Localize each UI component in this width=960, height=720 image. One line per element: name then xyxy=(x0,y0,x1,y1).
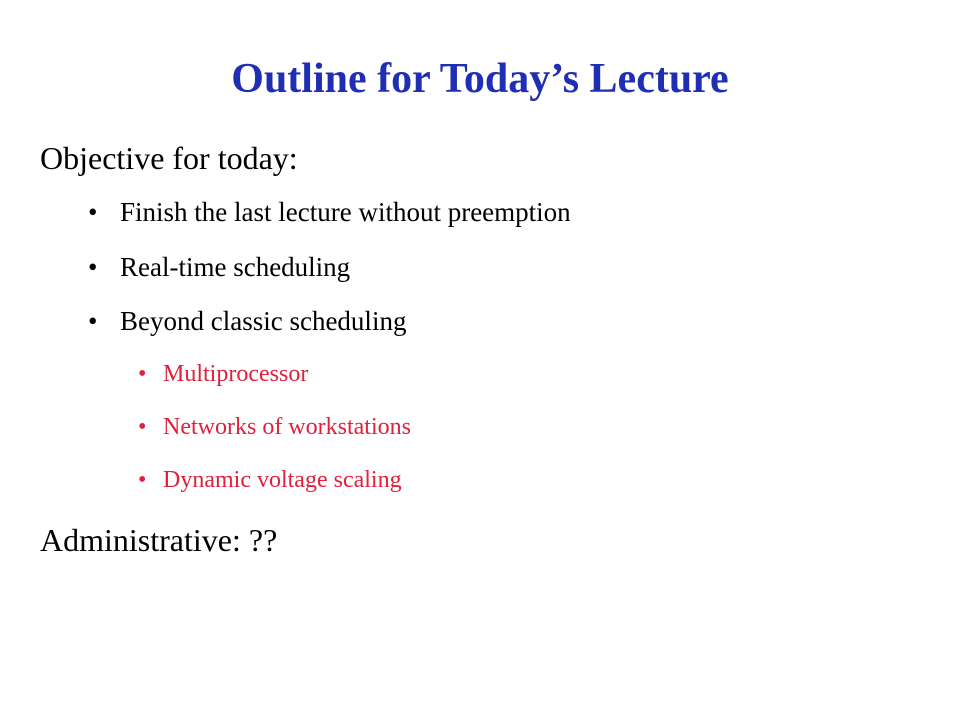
administrative-line: Administrative: ?? xyxy=(40,522,278,558)
bullet-icon: • xyxy=(138,361,147,387)
bullet-icon: • xyxy=(88,252,98,282)
bullet-item xyxy=(88,254,350,281)
sub-bullet-text: Dynamic voltage scaling xyxy=(163,467,402,493)
bullet-text: Finish the last lecture without preemption xyxy=(120,197,571,227)
sub-bullet-item xyxy=(138,362,308,386)
bullet-item xyxy=(88,199,571,226)
bullet-icon: • xyxy=(88,306,98,336)
sub-bullet-item xyxy=(138,468,402,492)
sub-bullet-text: Multiprocessor xyxy=(163,361,309,387)
bullet-text: Real-time scheduling xyxy=(120,252,351,282)
bullet-icon: • xyxy=(138,467,147,493)
slide-title: Outline for Today’s Lecture xyxy=(231,56,729,102)
bullet-text: Beyond classic scheduling xyxy=(120,306,407,336)
objective-heading: Objective for today: xyxy=(40,140,298,176)
bullet-item xyxy=(88,308,406,335)
sub-bullet-text: Networks of workstations xyxy=(163,414,411,440)
bullet-icon: • xyxy=(88,197,98,227)
sub-bullet-item xyxy=(138,415,411,439)
bullet-icon: • xyxy=(138,414,147,440)
